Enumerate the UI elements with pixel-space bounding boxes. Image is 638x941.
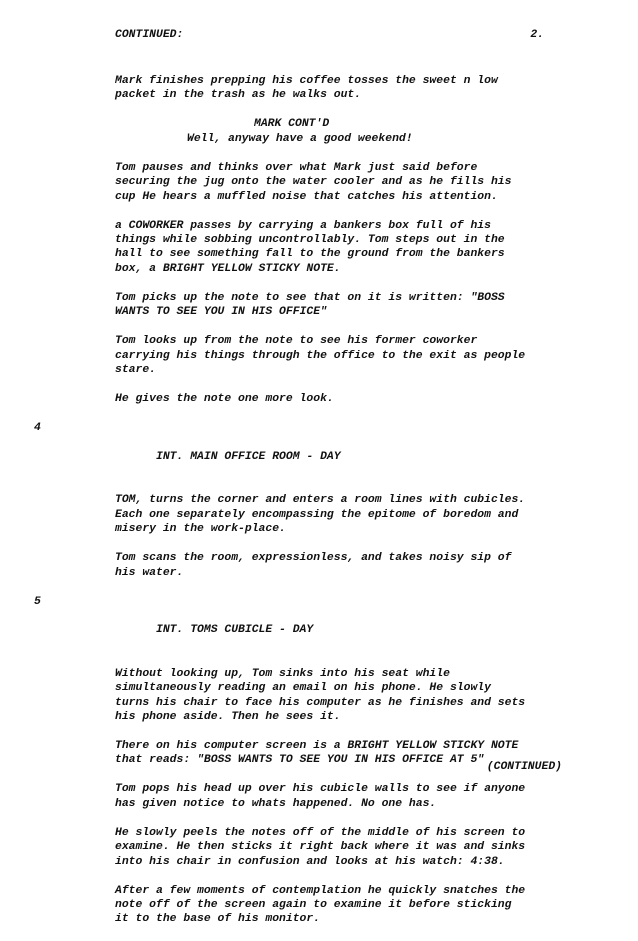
header-continued: CONTINUED: [115,29,184,41]
character-cue: MARK CONT'D [254,118,330,131]
scene-heading-text: INT. TOMS CUBICLE - DAY [156,624,314,637]
action-paragraph: a COWORKER passes by carrying a bankers box full of his things while sobbing uncontrollably. Tom steps out in the hall to see something fall to the ground from the bankers box, a BRIGHT YELLOW STICKY NOTE. [115,219,505,275]
scene-heading-5 [34,595,575,653]
action-paragraph: Tom scans the room, expressionless, and takes noisy sip of his water. [115,552,512,579]
action-paragraph: There on his computer screen is a BRIGHT YELLOW STICKY NOTE that reads: "BOSS WANTS TO SEE YOU IN HIS OFFICE AT 5" [115,739,519,767]
action-paragraph: After a few moments of contemplation he quickly snatches the note off of the screen again to examine it before sticking it to the base of his monitor. [115,884,526,926]
action-paragraph: He slowly peels the notes off of the middle of his screen to examine. He then sticks it right back where it was and sinks into his chair in confusion and looks at his watch: 4:38. [115,826,526,868]
action-paragraph: Tom pops his head up over his cubicle walls to see if anyone has given notice to whats happened. No one has. [115,783,526,810]
page-number: 2. [530,29,544,41]
scene-number: 4 [34,422,41,435]
scene-heading-4 [34,421,575,479]
footer-continued: (CONTINUED) [486,761,562,773]
action-paragraph: Tom picks up the note to see that on it is written: "BOSS WANTS TO SEE YOU IN HIS OFFICE" [115,291,505,319]
scene-number: 5 [34,595,41,608]
dialogue-line: Well, anyway have a good weekend! [187,132,413,145]
action-paragraph: Without looking up, Tom sinks into his seat while simultaneously reading an email on his phone. He slowly turns his chair to face his computer as he finishes and sets his phone aside. Then he sees it. [115,667,526,723]
script-body [34,74,575,941]
action-paragraph: Mark finishes prepping his coffee tosses the sweet n low packet in the trash as he walks out. [115,75,498,102]
scene-heading-text: INT. MAIN OFFICE ROOM - DAY [156,450,341,463]
action-paragraph: Tom looks up from the note to see his former coworker carrying his things through the office to the exit as people stare. [115,335,526,377]
action-paragraph: Tom pauses and thinks over what Mark just said before securing the jug onto the water cooler and as he fills his cup He hears a muffled noise that catches his attention. [115,161,512,203]
action-paragraph: He gives the note one more look. [115,393,334,406]
action-paragraph: TOM, turns the corner and enters a room lines with cubicles. Each one separately encompassing the epitome of boredom and misery in the work-place. [115,494,526,536]
